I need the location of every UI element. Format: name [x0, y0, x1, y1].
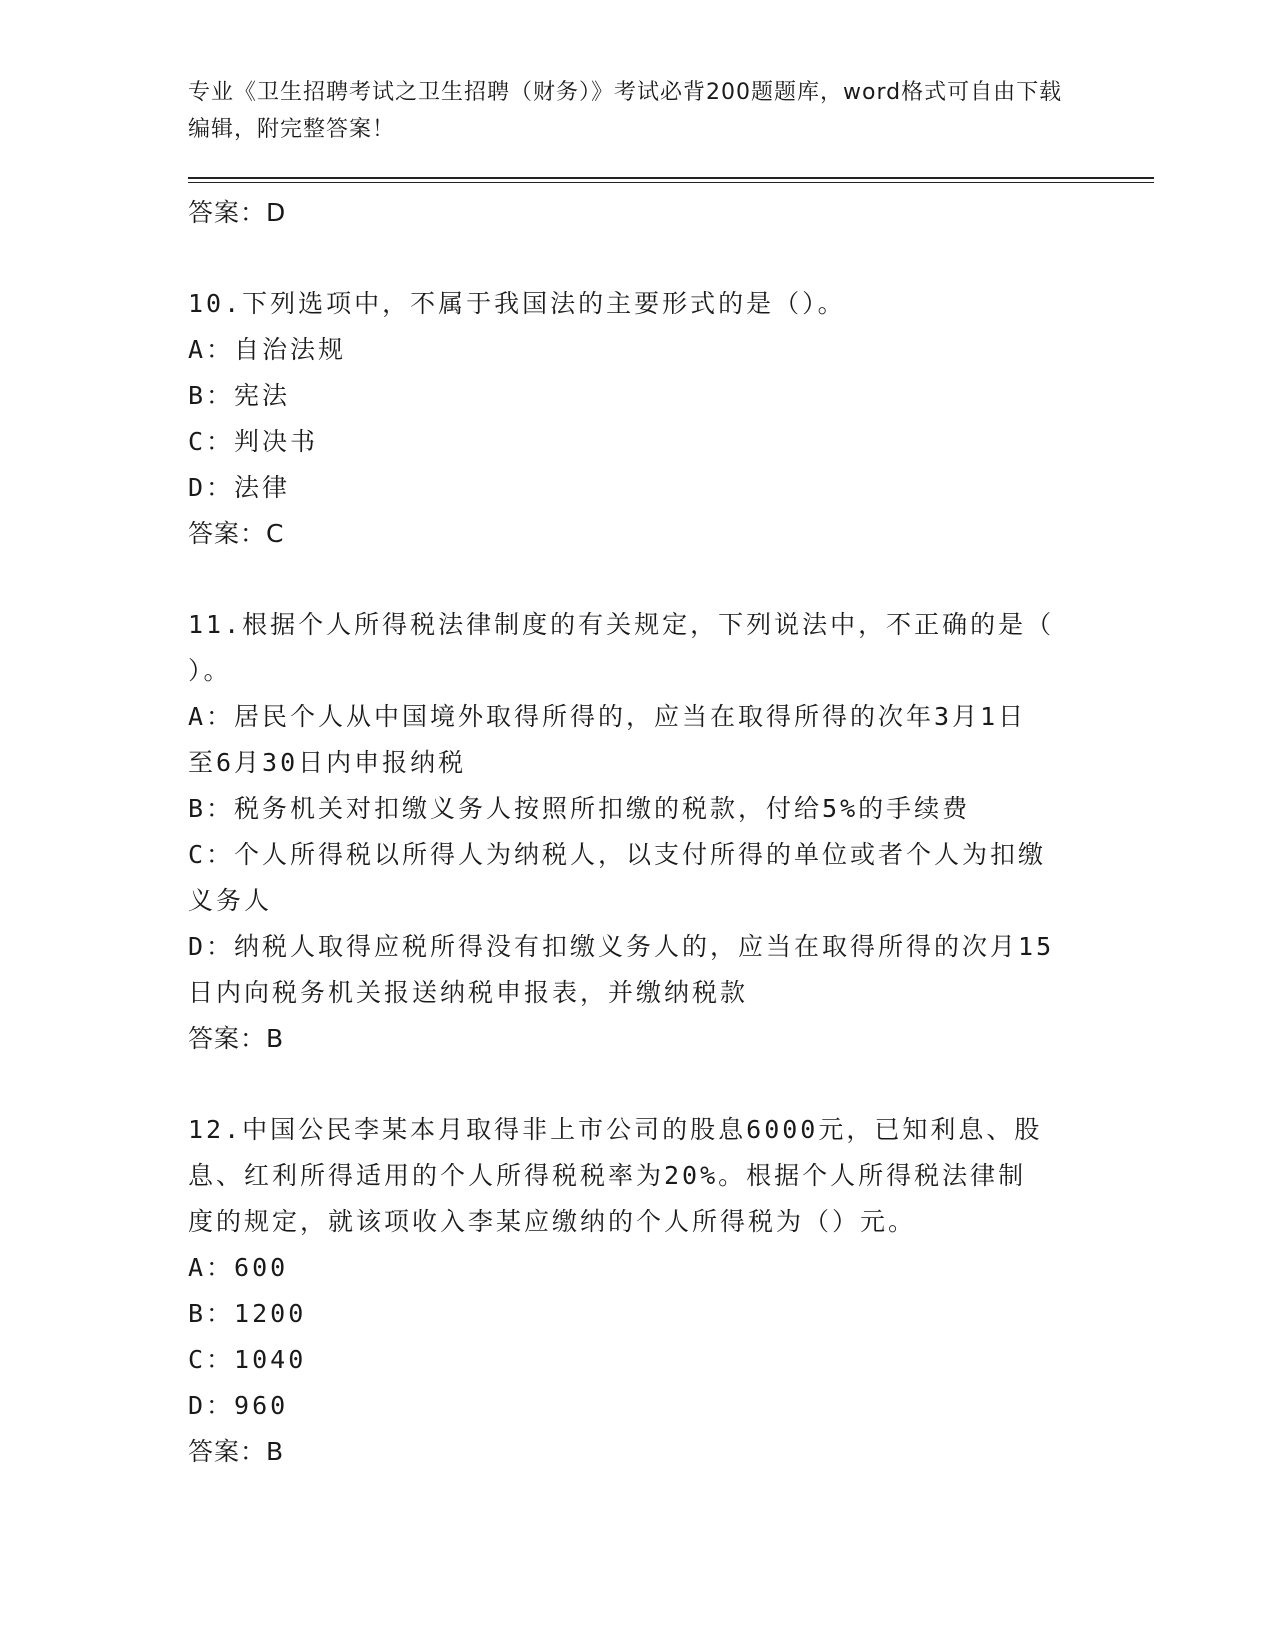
question-option: C：1040 — [188, 1345, 307, 1374]
previous-answer: 答案：D — [188, 198, 287, 227]
question-block — [188, 602, 1088, 1062]
question-option: 日内向税务机关报送纳税申报表，并缴纳税款 — [188, 978, 749, 1007]
question-answer: 答案：B — [188, 1437, 285, 1466]
question-stem: 息、红利所得适用的个人所得税税率为20%。根据个人所得税法律制 — [188, 1161, 1027, 1190]
question-gap — [188, 236, 1088, 281]
question-block — [188, 281, 1088, 557]
question-option: B：1200 — [188, 1299, 307, 1328]
question-option: C：判决书 — [188, 427, 319, 456]
question-option: A：600 — [188, 1253, 289, 1282]
question-stem: 12.中国公民李某本月取得非上市公司的股息6000元，已知利息、股 — [188, 1115, 1043, 1144]
question-option: D：960 — [188, 1391, 289, 1420]
question-content — [188, 190, 1088, 1475]
question-gap — [188, 557, 1088, 602]
header-rule-thin — [188, 182, 1154, 183]
question-option: B：宪法 — [188, 381, 291, 410]
question-option: 至6月30日内申报纳税 — [188, 748, 467, 777]
question-option: C：个人所得税以所得人为纳税人，以支付所得的单位或者个人为扣缴 — [188, 840, 1047, 869]
question-option: B：税务机关对扣缴义务人按照所扣缴的税款，付给5%的手续费 — [188, 794, 971, 823]
question-option: D：纳税人取得应税所得没有扣缴义务人的，应当在取得所得的次月15 — [188, 932, 1055, 961]
question-stem: 11.根据个人所得税法律制度的有关规定，下列说法中，不正确的是（ — [188, 610, 1055, 639]
header-rule-thick — [188, 177, 1154, 179]
question-stem: 10.下列选项中，不属于我国法的主要形式的是（）。 — [188, 289, 846, 318]
question-option: A：自治法规 — [188, 335, 347, 364]
question-stem: 度的规定，就该项收入李某应缴纳的个人所得税为（）元。 — [188, 1207, 917, 1236]
question-option: A：居民个人从中国境外取得所得的，应当在取得所得的次年3月1日 — [188, 702, 1027, 731]
question-list — [188, 236, 1088, 1475]
question-option: 义务人 — [188, 886, 273, 915]
question-answer: 答案：B — [188, 1024, 285, 1053]
question-block — [188, 1107, 1088, 1475]
question-stem: ）。 — [188, 656, 232, 685]
question-answer: 答案：C — [188, 519, 285, 548]
question-gap — [188, 1062, 1088, 1107]
document-header: 专业《卫生招聘考试之卫生招聘（财务）》考试必背200题题库，word格式可自由下载编辑，附完整答案！ — [188, 80, 1063, 142]
question-option: D：法律 — [188, 473, 291, 502]
